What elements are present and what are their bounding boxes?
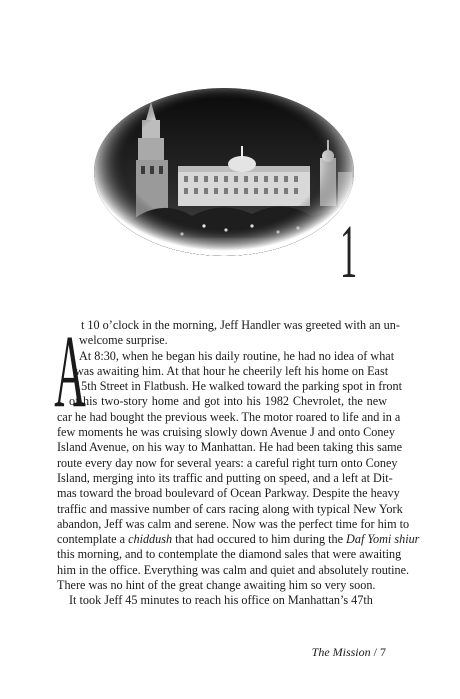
- text-line: Island Avenue, on his way to Manhattan. He had been taking this same: [57, 440, 403, 455]
- text-line: this morning, and to contemplate the diamond sales that were awaiting: [57, 547, 402, 562]
- text-line: t 10 o’clock in the morning, Jeff Handler was greeted with an un-: [81, 318, 400, 332]
- text-line: Island, merging into its traffic and putting on speed, and a left at Dit-: [57, 470, 393, 485]
- text-line: At 8:30, when he began his daily routine, he had no idea of what: [79, 348, 395, 363]
- svg-text:A: A: [54, 314, 86, 430]
- text-line: mas toward the broad boulevard of Ocean Parkway. Despite the heavy: [57, 486, 400, 501]
- text-line: There was no hint of the great change awaiting him so very soon.: [57, 578, 376, 593]
- text-line: abandon, Jeff was calm and serene. Now was the perfect time for him to: [57, 516, 410, 531]
- text-line: traffic and massive number of cars racing along with typical New York: [57, 501, 403, 516]
- italic-term: chiddush: [128, 532, 173, 547]
- text-line: was awaiting him. At that hour he cheerily left his home on East: [75, 363, 389, 378]
- page-footer: [312, 645, 386, 660]
- kremlin-night-photo: [92, 88, 357, 258]
- text-line: route every day now for several years: a careful right turn onto Coney: [57, 455, 398, 470]
- text-segment: that had occured to him during the: [175, 532, 343, 547]
- text-line: welcome surprise.: [79, 333, 168, 348]
- chapter-number: 1: [340, 210, 358, 294]
- text-line: car he had bought the previous week. The motor roared to life and in a: [57, 409, 401, 424]
- chapter-body: [57, 318, 420, 609]
- text-line: [57, 532, 420, 547]
- text-line: of his two-story home and got into his 1982 Chevrolet, the new: [69, 394, 387, 409]
- text-line: 15th Street in Flatbush. He walked toward the parking spot in front: [75, 379, 402, 394]
- running-title: The Mission: [311, 645, 371, 659]
- footer-separator: /: [373, 645, 377, 659]
- italic-term: Daf Yomi shiur: [346, 532, 420, 547]
- text-line: few moments he was cruising slowly down Avenue J and onto Coney: [57, 425, 395, 440]
- text-segment: contemplate a: [57, 532, 126, 547]
- text-line: him in the office. Everything was calm and quiet and absolutely routine.: [57, 562, 410, 577]
- text-line: It took Jeff 45 minutes to reach his office on Manhattan’s 47th: [69, 593, 373, 608]
- page-number: 7: [380, 645, 386, 659]
